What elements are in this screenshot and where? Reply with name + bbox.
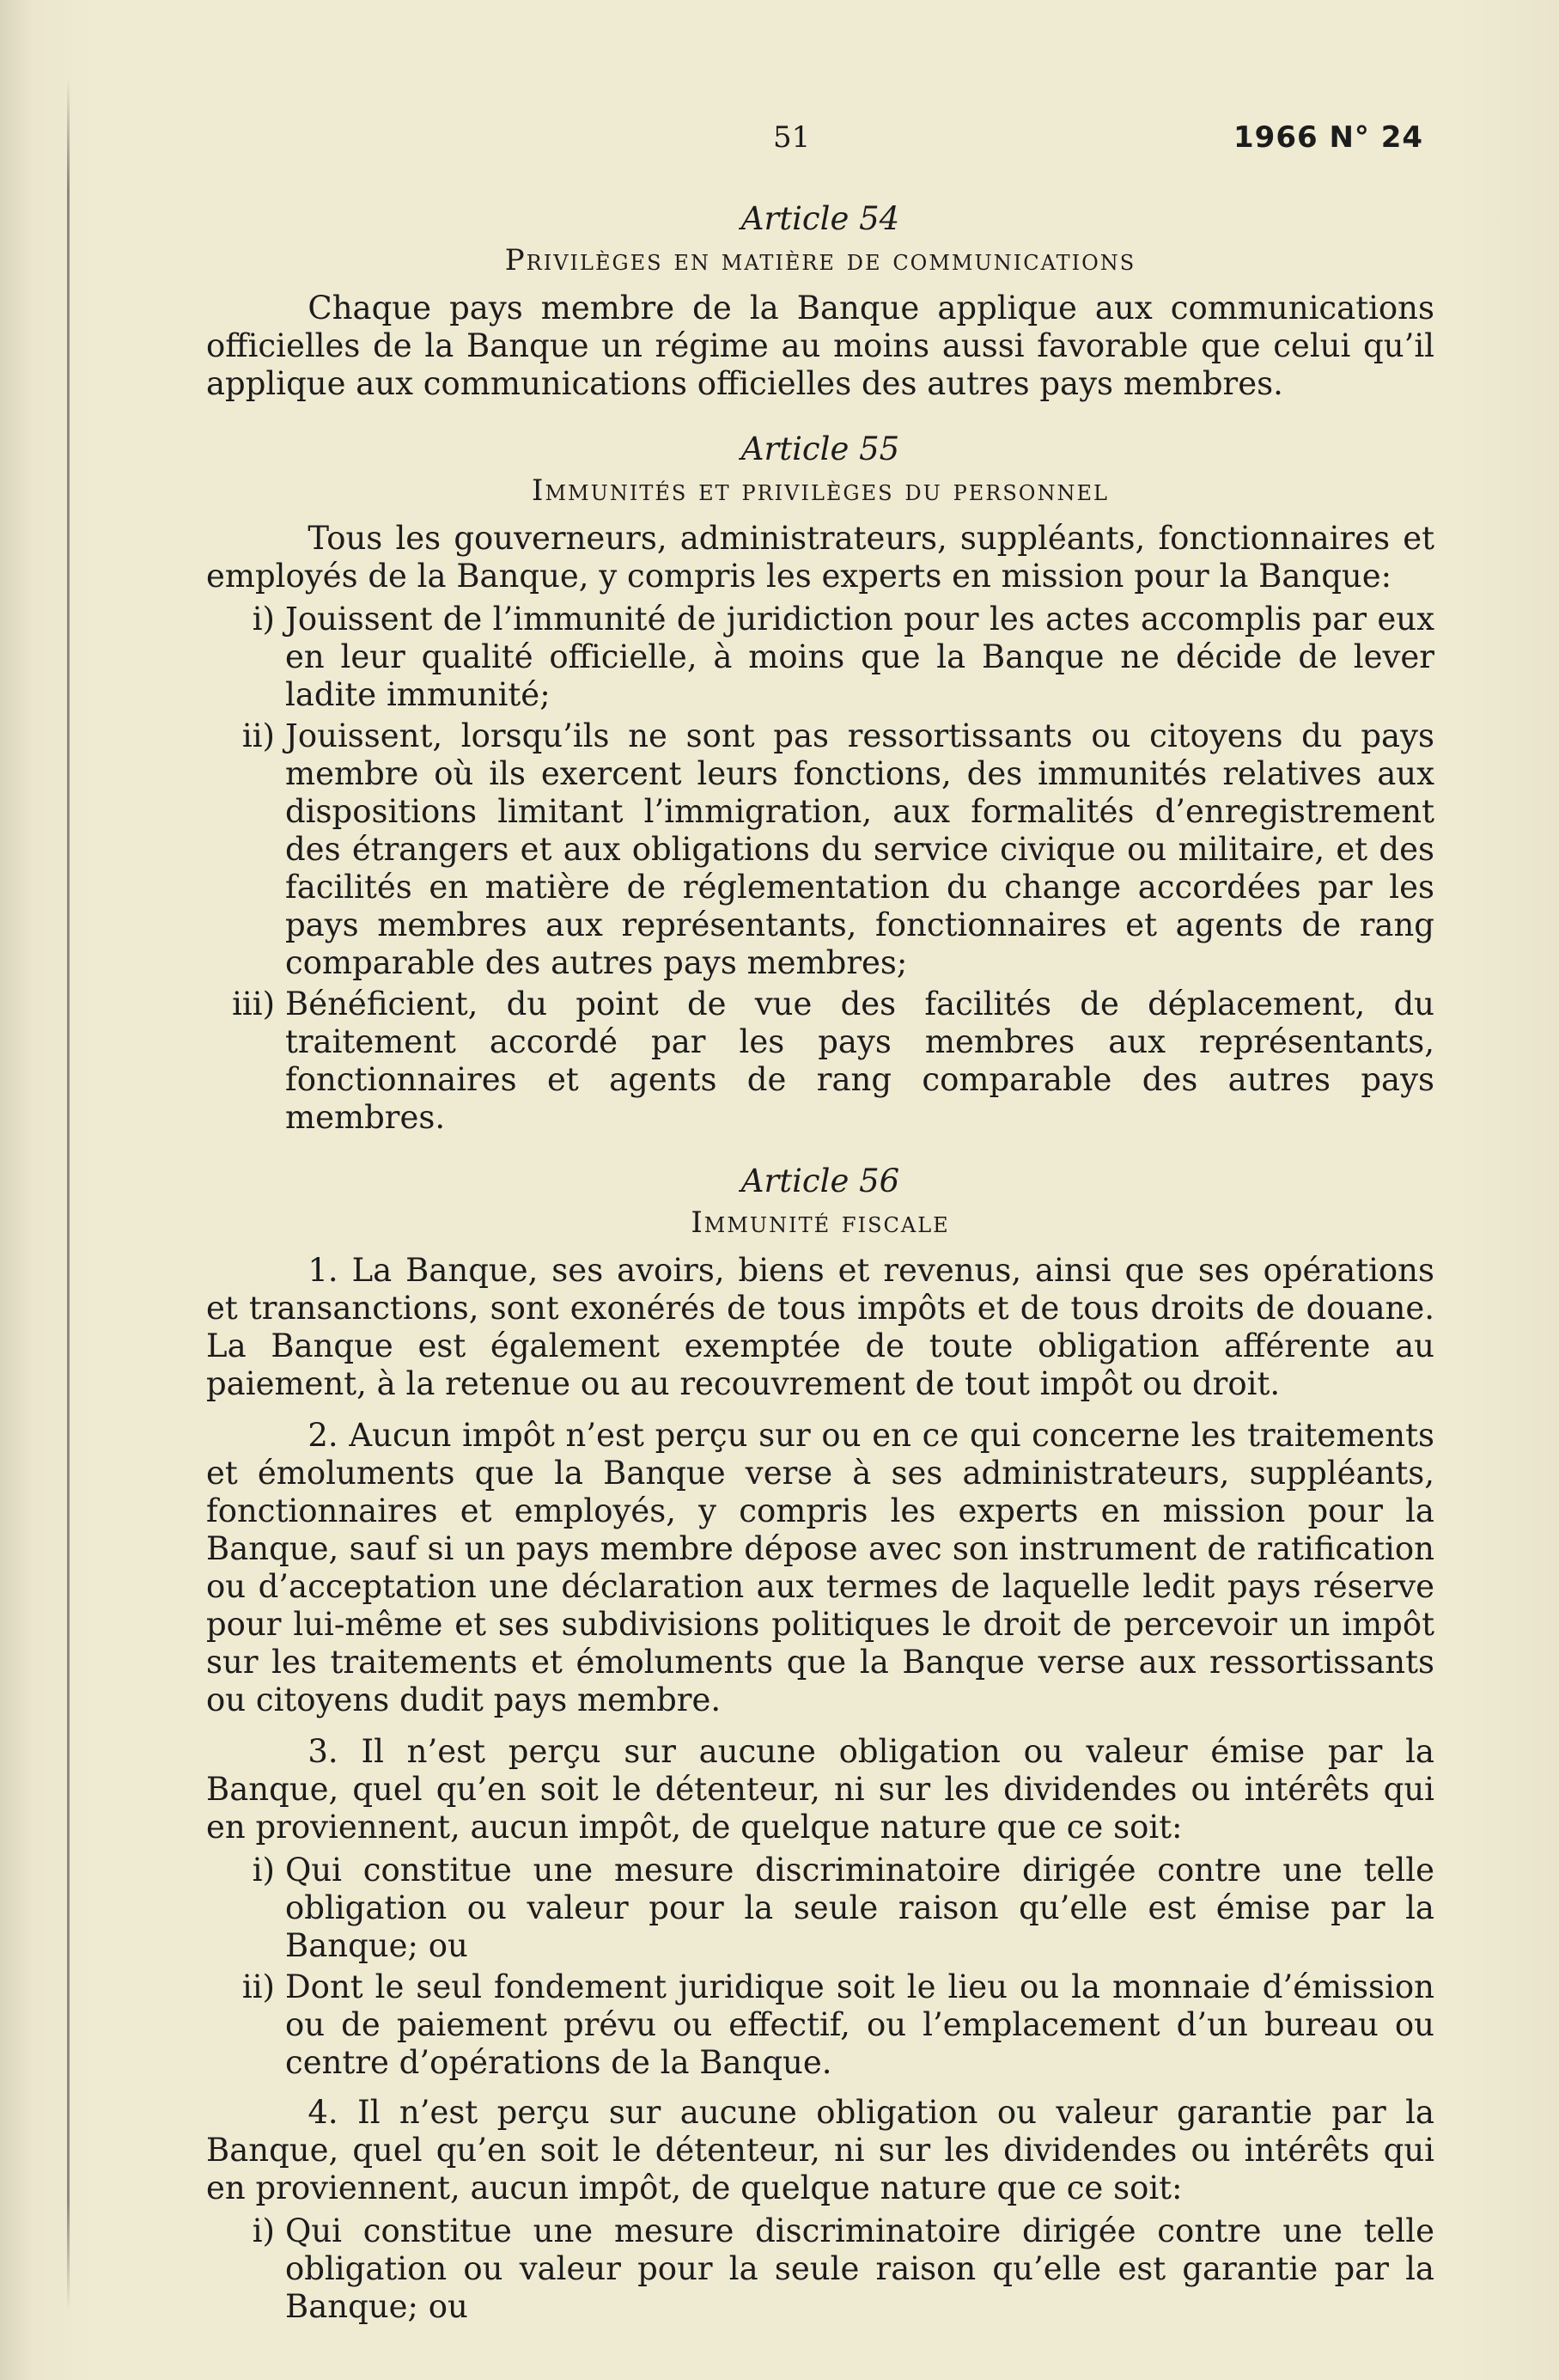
article-54-title: Article 54 — [740, 200, 900, 237]
article-56-p4-item — [206, 2212, 1434, 2326]
article-56-heading: Immunité fiscale — [691, 1205, 950, 1240]
article-54-heading: Privilèges en matière de communications — [504, 243, 1136, 278]
article-55-heading: Immunités et privilèges du personnel — [532, 473, 1109, 508]
article-56-p3-item — [206, 1968, 1434, 2082]
article-56-paragraph-4: 4. Il n’est perçu sur aucune obligation ou valeur garantie par la Banque, quel qu’en soit le détenteur, ni sur les dividendes ou intérêts qui en proviennent, aucun impôt, de quelque nature que ce soit: — [206, 2094, 1434, 2206]
article-56-p3-item — [206, 1852, 1434, 1965]
article-56-paragraph-2: 2. Aucun impôt n’est perçu sur ou en ce qui concerne les traitements et émoluments que la Banque verse à ses administrateurs, suppléants, fonctionnaires et employés, y compris les experts en mission pour la Banque, sauf si un pays membre dépose avec son instrument de ratification ou d’acceptation une déclaration aux termes de laquelle ledit pays réserve pour lui-même et ses subdivisions politiques le droit de percevoir un impôt sur les traitements et émoluments que la Banque verse aux ressortissants ou citoyens dudit pays membre. — [206, 1417, 1434, 1718]
article-55-intro: Tous les gouverneurs, administrateurs, suppléants, fonctionnaires et employés de la Banque, y compris les experts en mission pour la Banque: — [206, 520, 1434, 595]
page-number: 51 — [773, 120, 811, 155]
item-number: iii) — [232, 986, 275, 1022]
item-number: ii) — [241, 1968, 275, 2005]
page-body — [206, 193, 1434, 2329]
item-number: i) — [252, 601, 275, 638]
article-56-paragraph-3: 3. Il n’est perçu sur aucune obligation ou valeur émise par la Banque, quel qu’en soit le détenteur, ni sur les dividendes ou intérêts qui en proviennent, aucun impôt, de quelque nature que ce soit: — [206, 1733, 1434, 1846]
item-number: ii) — [241, 717, 275, 754]
binding-shadow — [67, 77, 70, 2311]
article-54-paragraph: Chaque pays membre de la Banque applique aux communications officielles de la Banque un régime au moins aussi favorable que celui qu’il applique aux communications officielles des autres pays membres. — [206, 290, 1434, 402]
item-text: Qui constitue une mesure discriminatoire dirigée contre une telle obligation ou valeur pour la seule raison qu’elle est garantie par la Banque; ou — [285, 2212, 1434, 2325]
article-55-item — [206, 717, 1434, 982]
item-text: Jouissent, lorsqu’ils ne sont pas ressortissants ou citoyens du pays membre où ils exercent leurs fonctions, des immunités relatives aux dispositions limitant l’immigration, aux formalités d’enregistrement des étrangers et aux obligations du service civique ou militaire, et des facilités en matière de réglementation du change accordées par les pays membres aux représentants, fonctionnaires et agents de rang comparable des autres pays membres; — [285, 717, 1434, 981]
document-reference: 1966 N° 24 — [1233, 120, 1424, 155]
item-text: Qui constitue une mesure discriminatoire dirigée contre une telle obligation ou valeur pour la seule raison qu’elle est émise par la Banque; ou — [285, 1852, 1434, 1964]
item-text: Bénéficient, du point de vue des facilités de déplacement, du traitement accordé par les pays membres aux représentants, fonctionnaires et agents de rang comparable des autres pays membres. — [285, 986, 1434, 1136]
item-text: Dont le seul fondement juridique soit le lieu ou la monnaie d’émission ou de paiement prévu ou effectif, ou l’emplacement d’un bureau ou centre d’opérations de la Banque. — [285, 1968, 1434, 2081]
item-text: Jouissent de l’immunité de juridiction pour les actes accomplis par eux en leur qualité officielle, à moins que la Banque ne décide de lever ladite immunité; — [285, 601, 1434, 713]
item-number: i) — [252, 1852, 275, 1889]
item-number: i) — [252, 2212, 275, 2249]
article-55-title: Article 55 — [740, 430, 900, 467]
article-56-title: Article 56 — [740, 1163, 900, 1199]
article-56-paragraph-1: 1. La Banque, ses avoirs, biens et revenus, ainsi que ses opérations et transanctions, sont exonérés de tous impôts et de tous droits de douane. La Banque est également exemptée de toute obligation afférente au paiement, à la retenue ou au recouvrement de tout impôt ou droit. — [206, 1252, 1434, 1402]
article-55-item — [206, 601, 1434, 714]
article-55-item — [206, 986, 1434, 1137]
